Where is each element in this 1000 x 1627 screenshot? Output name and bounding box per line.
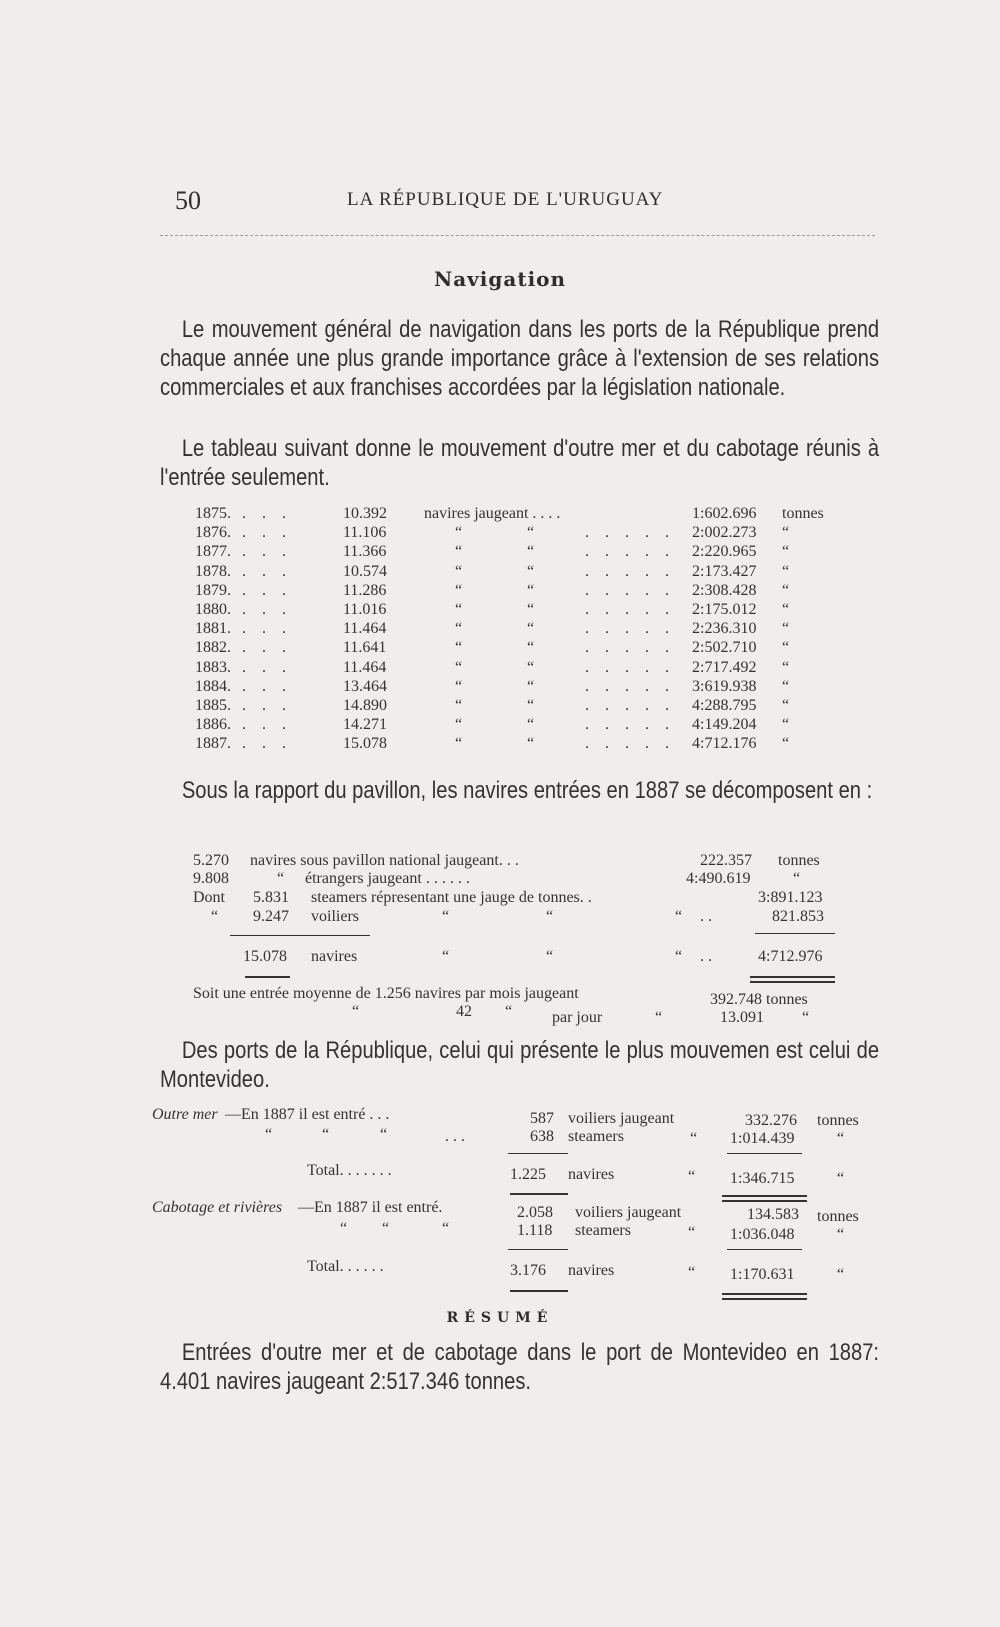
tonnage-cell: 2:173.427 — [692, 563, 757, 580]
cb-type: steamers — [575, 1222, 631, 1239]
leader-dots: . . . . . — [585, 601, 675, 618]
tonnage-cell: 2:002.273 — [692, 524, 757, 541]
ditto-cell: “ — [527, 659, 535, 676]
ships-cell: 11.464 — [343, 659, 387, 676]
om-ditto: “ — [322, 1126, 330, 1143]
year-cell: 1886. — [195, 716, 231, 733]
total-rule — [722, 1195, 807, 1197]
ships-cell: 11.641 — [343, 639, 387, 656]
pav-count: 9.247 — [253, 908, 289, 925]
intro-paragraph-2: Le tableau suivant donne le mouvement d'outre mer et du cabotage réunis à l'entrée seulement. — [160, 435, 880, 491]
leader-dots: . . . . . — [585, 659, 675, 676]
page-number: 50 — [175, 186, 201, 215]
om-dots: . . . — [445, 1128, 465, 1145]
unit-cell: “ — [782, 735, 790, 752]
pav-dots: . . — [700, 908, 712, 925]
section-title: Navigation — [433, 267, 567, 291]
ditto-cell: “ — [455, 563, 463, 580]
montevideo-paragraph: Des ports de la République, celui qui présente le plus mouvemen est celui de Montevideo. — [160, 1037, 880, 1093]
tonnage-cell: 2:717.492 — [692, 659, 757, 676]
pav-ditto: “ — [277, 870, 285, 887]
cb-ditto: “ — [688, 1264, 696, 1281]
pav-text: voiliers — [311, 908, 359, 925]
pavillon-paragraph: Sous la rapport du pavillon, les navires entrées en 1887 se décomposent en : — [181, 777, 873, 804]
pav-text: étrangers jaugeant . . . . . . — [305, 870, 470, 887]
leader-dots: . . . . . — [585, 620, 675, 637]
pav-dots: . . — [700, 948, 712, 965]
cb-count: 2.058 — [517, 1204, 553, 1221]
ditto-cell: “ — [527, 716, 535, 733]
ships-cell: 11.106 — [343, 524, 387, 541]
leader-dots: . . . — [242, 659, 292, 676]
pav-prefix: “ — [211, 908, 219, 925]
ditto-cell: “ — [527, 639, 535, 656]
om-type: steamers — [568, 1128, 624, 1145]
pav-value: 222.357 — [700, 852, 752, 869]
ditto-cell: “ — [527, 543, 535, 560]
leader-dots: . . . — [242, 678, 292, 695]
avg-text: Soit une entrée moyenne de 1.256 navires par mois jaugeant — [193, 985, 579, 1002]
leader-dots: . . . . . — [585, 678, 675, 695]
ditto-cell: “ — [527, 697, 535, 714]
unit-cell: “ — [782, 659, 790, 676]
unit-cell: “ — [782, 543, 790, 560]
unit-cell: “ — [782, 639, 790, 656]
ships-cell: 11.464 — [343, 620, 387, 637]
sum-rule — [508, 1153, 568, 1154]
leader-dots: . . . . . — [585, 697, 675, 714]
ditto-cell: “ — [455, 582, 463, 599]
ditto-cell: “ — [527, 735, 535, 752]
ships-cell: 11.366 — [343, 543, 387, 560]
ships-cell: 10.392 — [343, 505, 387, 522]
page-header — [175, 186, 875, 216]
cb-count: 1.118 — [517, 1222, 553, 1239]
om-ditto: “ — [837, 1130, 845, 1147]
leader-dots: . . . — [242, 563, 292, 580]
pav-ditto: “ — [793, 870, 801, 887]
resume-paragraph: Entrées d'outre mer et de cabotage dans le port de Montevideo en 1887: 4.401 navires jaugeant 2:517.346 tonnes. — [160, 1339, 880, 1395]
unit-cell: “ — [782, 524, 790, 541]
ships-cell: 10.574 — [343, 563, 387, 580]
header-rule — [160, 235, 875, 236]
ships-cell: 11.286 — [343, 582, 387, 599]
avg-value: 13.091 — [720, 1009, 764, 1026]
tonnage-cell: 2:175.012 — [692, 601, 757, 618]
cb-total-count: 3.176 — [510, 1262, 546, 1279]
cb-total-type: navires — [568, 1262, 615, 1279]
om-value: 332.276 — [745, 1112, 797, 1129]
om-count: 638 — [530, 1128, 554, 1145]
year-cell: 1878. — [195, 563, 231, 580]
year-cell: 1885. — [195, 697, 231, 714]
pav-value: 821.853 — [772, 908, 824, 925]
leader-dots: . . . . . — [585, 543, 675, 560]
avg-ditto: “ — [802, 1009, 810, 1026]
leader-dots: . . . . . — [585, 524, 675, 541]
tonnage-cell: 2:308.428 — [692, 582, 757, 599]
year-cell: 1884. — [195, 678, 231, 695]
ditto-cell: “ — [527, 524, 535, 541]
sum-rule — [727, 1153, 802, 1154]
total-rule — [722, 1298, 807, 1300]
year-cell: 1877. — [195, 543, 231, 560]
total-rule — [245, 976, 290, 978]
outre-mer-text: —En 1887 il est entré . . . — [225, 1106, 390, 1123]
cb-total-label: Total. . . . . . — [307, 1258, 384, 1275]
ships-cell: 11.016 — [343, 601, 387, 618]
pav-value: 4:490.619 — [686, 870, 751, 887]
cb-ditto: “ — [688, 1224, 696, 1241]
tonnage-cell: 2:502.710 — [692, 639, 757, 656]
leader-dots: . . . — [242, 601, 292, 618]
cabotage-label: Cabotage et rivières — [152, 1199, 283, 1216]
year-cell: 1887. — [195, 735, 231, 752]
ditto-cell: “ — [455, 678, 463, 695]
unit-cell: “ — [782, 582, 790, 599]
ditto-cell: “ — [527, 678, 535, 695]
cb-ditto: “ — [837, 1266, 845, 1283]
cb-unit: tonnes — [817, 1208, 859, 1225]
avg-value: 392.748 tonnes — [710, 991, 808, 1008]
ships-cell: 15.078 — [343, 735, 387, 752]
pav-ditto: “ — [675, 908, 683, 925]
tonnage-cell: 3:619.938 — [692, 678, 757, 695]
sum-rule — [230, 935, 370, 936]
leader-dots: . . . — [242, 735, 292, 752]
leader-dots: . . . . . — [585, 639, 675, 656]
om-unit: tonnes — [817, 1112, 859, 1129]
sum-rule — [727, 1249, 802, 1250]
leader-dots: . . . — [242, 524, 292, 541]
pav-text: steamers répresentant une jauge de tonnes. . — [311, 889, 592, 906]
sum-rule — [755, 933, 835, 934]
pav-ditto: “ — [442, 908, 450, 925]
unit-cell: tonnes — [782, 505, 824, 522]
year-cell: 1883. — [195, 659, 231, 676]
avg-text: par jour — [552, 1009, 603, 1026]
label-cell: navires jaugeant . . . . — [424, 505, 561, 522]
ships-cell: 14.890 — [343, 697, 387, 714]
leader-dots: . . . — [242, 505, 292, 522]
total-rule — [722, 1293, 807, 1295]
om-value: 1:014.439 — [730, 1130, 795, 1147]
leader-dots: . . . — [242, 582, 292, 599]
ditto-cell: “ — [527, 620, 535, 637]
unit-cell: “ — [782, 601, 790, 618]
year-cell: 1882. — [195, 639, 231, 656]
total-rule — [510, 1193, 568, 1195]
pav-ditto: “ — [675, 948, 683, 965]
running-head: LA RÉPUBLIQUE DE L'URUGUAY — [347, 189, 664, 210]
leader-dots: . . . . . — [585, 563, 675, 580]
leader-dots: . . . — [242, 716, 292, 733]
om-count: 587 — [530, 1110, 554, 1127]
outre-mer-label: Outre mer — [152, 1106, 218, 1123]
intro-paragraph-1: Le mouvement général de navigation dans les ports de la République prend chaque année une plus grande importance grâce à l'extension de ses relations commerciales et aux franchises accordées par la législation nationale. — [160, 316, 880, 401]
pav-count: 5.831 — [253, 889, 289, 906]
cb-total-value: 1:170.631 — [730, 1266, 795, 1283]
avg-count: 42 — [456, 1003, 472, 1020]
year-cell: 1880. — [195, 601, 231, 618]
cb-ditto: “ — [442, 1220, 450, 1237]
ditto-cell: “ — [527, 601, 535, 618]
avg-ditto: “ — [352, 1003, 360, 1020]
leader-dots: . . . — [242, 620, 292, 637]
unit-cell: “ — [782, 563, 790, 580]
ditto-cell: “ — [455, 659, 463, 676]
om-total-label: Total. . . . . . . — [307, 1162, 392, 1179]
year-cell: 1875. — [195, 505, 231, 522]
om-ditto: “ — [380, 1126, 388, 1143]
tonnage-cell: 1:602.696 — [692, 505, 757, 522]
cb-ditto: “ — [340, 1220, 348, 1237]
ditto-cell: “ — [527, 563, 535, 580]
ditto-cell: “ — [527, 582, 535, 599]
tonnage-cell: 4:712.176 — [692, 735, 757, 752]
total-rule — [750, 981, 835, 983]
total-rule — [510, 1290, 568, 1292]
om-total-type: navires — [568, 1166, 615, 1183]
om-ditto: “ — [265, 1126, 273, 1143]
pav-count: 5.270 — [193, 852, 229, 869]
leader-dots: . . . . . — [585, 582, 675, 599]
ditto-cell: “ — [455, 639, 463, 656]
tonnage-cell: 4:149.204 — [692, 716, 757, 733]
tonnage-cell: 2:236.310 — [692, 620, 757, 637]
pav-count: 9.808 — [193, 870, 229, 887]
total-rule — [750, 976, 835, 978]
sum-rule — [508, 1249, 568, 1250]
leader-dots: . . . — [242, 543, 292, 560]
ditto-cell: “ — [455, 620, 463, 637]
ditto-cell: “ — [455, 697, 463, 714]
cabotage-text: —En 1887 il est entré. — [298, 1199, 443, 1216]
unit-cell: “ — [782, 697, 790, 714]
pav-ditto: “ — [546, 948, 554, 965]
pav-text: navires sous pavillon national jaugeant. . . — [250, 852, 519, 869]
leader-dots: . . . . . — [585, 716, 675, 733]
pav-ditto: “ — [442, 948, 450, 965]
ditto-cell: “ — [455, 735, 463, 752]
pav-ditto: “ — [546, 908, 554, 925]
year-cell: 1879. — [195, 582, 231, 599]
ships-cell: 13.464 — [343, 678, 387, 695]
cb-value: 134.583 — [747, 1206, 799, 1223]
cb-value: 1:036.048 — [730, 1226, 795, 1243]
pav-value: 3:891.123 — [758, 889, 823, 906]
ditto-cell: “ — [455, 601, 463, 618]
om-ditto: “ — [688, 1168, 696, 1185]
leader-dots: . . . — [242, 639, 292, 656]
ditto-cell: “ — [455, 543, 463, 560]
leader-dots: . . . — [242, 697, 292, 714]
unit-cell: “ — [782, 678, 790, 695]
om-ditto: “ — [837, 1170, 845, 1187]
unit-cell: “ — [782, 620, 790, 637]
ditto-cell: “ — [455, 716, 463, 733]
pav-total-count: 15.078 — [243, 948, 287, 965]
pav-total-text: navires — [311, 948, 358, 965]
pav-prefix: Dont — [193, 889, 225, 906]
tonnage-cell: 4:288.795 — [692, 697, 757, 714]
year-cell: 1876. — [195, 524, 231, 541]
pav-unit: tonnes — [778, 852, 820, 869]
leader-dots: . . . . . — [585, 735, 675, 752]
pav-total-value: 4:712.976 — [758, 948, 823, 965]
avg-ditto: “ — [505, 1003, 513, 1020]
ships-cell: 14.271 — [343, 716, 387, 733]
resume-title: RÉSUMÉ — [446, 1310, 554, 1326]
unit-cell: “ — [782, 716, 790, 733]
total-rule — [722, 1200, 807, 1202]
cb-ditto: “ — [837, 1226, 845, 1243]
cb-type: voiliers jaugeant — [575, 1204, 682, 1221]
om-total-value: 1:346.715 — [730, 1170, 795, 1187]
tonnage-cell: 2:220.965 — [692, 543, 757, 560]
om-type: voiliers jaugeant — [568, 1110, 675, 1127]
om-total-count: 1.225 — [510, 1166, 546, 1183]
om-ditto: “ — [690, 1130, 698, 1147]
ditto-cell: “ — [455, 524, 463, 541]
avg-ditto: “ — [655, 1009, 663, 1026]
year-cell: 1881. — [195, 620, 231, 637]
cb-ditto: “ — [382, 1220, 390, 1237]
